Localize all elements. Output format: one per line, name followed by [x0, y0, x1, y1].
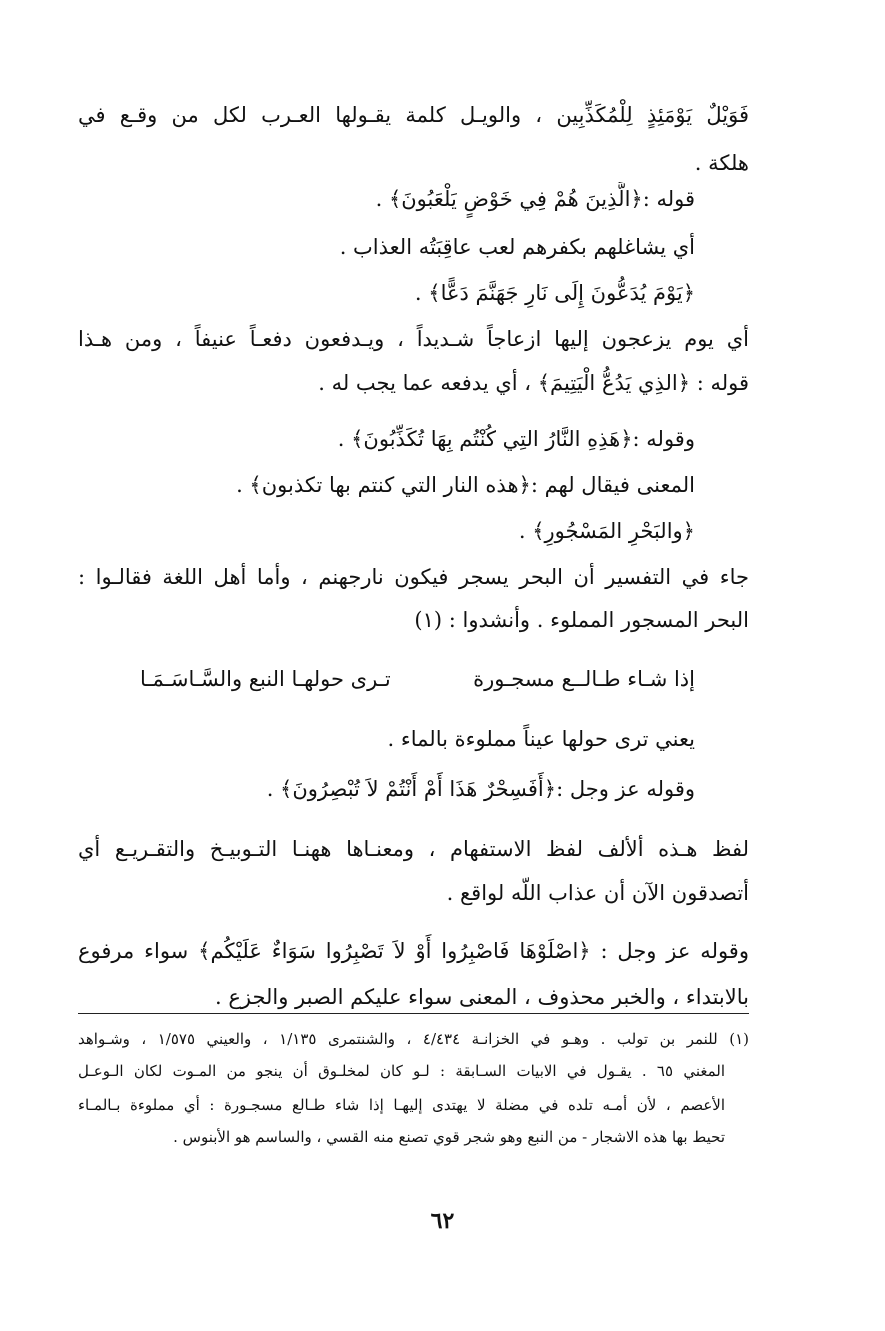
body-line-5: ﴿يَوْمَ يُدَعُّونَ إِلَى نَارِ جَهَنَّمَ دَعًّا﴾ . [414, 281, 695, 305]
body-line-14: وقوله عز وجل :﴿أَفَسِحْرٌ هَذَا أَمْ أَنْتُمْ لاَ تُبْصِرُونَ﴾ . [266, 777, 695, 801]
body-line-13: يعني ترى حولها عيناً مملوءة بالماء . [387, 727, 695, 751]
body-line-16: أتصدقون الآن أن عذاب اللّه لواقع . [446, 881, 749, 905]
body-line-4: أي يشاغلهم بكفرهم لعب عاقِبَتُه العذاب . [339, 235, 695, 259]
verse-second-hemistich: تـرى حولهـا النبع والسَّـاسَـمَـا [140, 667, 391, 691]
body-line-15: لفظ هـذه ألألف لفظ الاستفهام ، ومعنـاها ههنـا التـوبيـخ والتقـريـع أي [78, 837, 749, 861]
body-line-2: هلكة . [694, 151, 749, 175]
body-line-9: المعنى فيقال لهم :﴿هذه النار التي كنتم بها تكذبون﴾ . [236, 473, 695, 497]
body-line-18: بالابتداء ، والخبر محذوف ، المعنى سواء عليكم الصبر والجزع . [214, 985, 749, 1009]
footnote-line-4: تحيط بها هذه الاشجار - من النبع وهو شجر قوي تصنع منه القسي ، والساسم هو الأبنوس . [173, 1128, 725, 1146]
body-line-17: وقوله عز وجل : ﴿اصْلَوْهَا فَاصْبِرُوا أَوْ لاَ تَصْبِرُوا سَوَاءٌ عَلَيْكُم﴾ سواء مرفوع [78, 939, 749, 963]
body-line-11: جاء في التفسير أن البحر يسجر فيكون نارجهنم ، وأما أهل اللغة فقالـوا : [78, 565, 749, 589]
footnote-separator [78, 1013, 749, 1014]
footnote-line-1: (١) للنمر بن تولب . وهـو في الخزانـة ٤/٤٣٤ ، والشنتمرى ١/١٣٥ ، والعيني ١/٥٧٥ ، وشـواهد [78, 1030, 749, 1048]
page-number: ٦٢ [430, 1208, 455, 1234]
poetry-verse [140, 662, 695, 698]
body-line-8: وقوله :﴿هَذِهِ النَّارُ التِي كُنْتُم بِهَا تُكَذِّبُونَ﴾ . [337, 427, 695, 451]
body-line-3: قوله :﴿الَّذِينَ هُمْ فِي خَوْضٍ يَلْعَبُونَ﴾ . [375, 187, 695, 211]
body-line-6: أي يوم يزعجون إليها ازعاجاً شـديداً ، ويـدفعون دفعـاً عنيفاً ، ومن هـذا [78, 327, 749, 351]
body-line-7: قوله : ﴿الذِي يَدُعُّ الْيَتِيمَ﴾ ، أي يدفعه عما يجب له . [318, 371, 749, 395]
verse-first-hemistich: إذا شـاء طـالــع مسجـورة [473, 667, 695, 691]
body-line-12: البحر المسجور المملوء . وأنشدوا : (١) [414, 608, 749, 632]
footnote-line-2: المغني ٦٥ . يقـول في الابيات السـابقة : لـو كان لمخلـوق أن ينجو من المـوت لكان الـوعـل [78, 1062, 725, 1080]
footnote-line-3: الأعصم ، لأن أمـه تلده في مضلة لا يهتدى إليهـا إذا شاء طـالع مسجـورة : أي مملوءة بـالمـاء [78, 1096, 725, 1114]
body-line-10: ﴿والبَحْرِ المَسْجُورِ﴾ . [518, 519, 695, 543]
body-line-1: فَوَيْلٌ يَوْمَئِذٍ لِلْمُكَذِّبِين ، والويـل كلمة يقـولها العـرب لكل من وقـع في [78, 103, 749, 127]
